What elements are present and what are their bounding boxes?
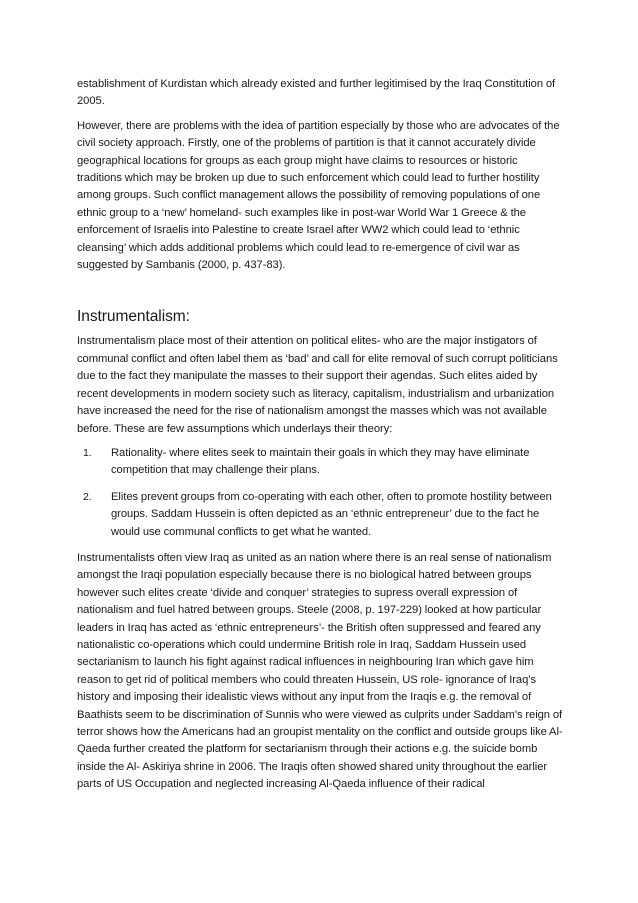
list-item-number: 1. [83,446,92,459]
list-item-text: Rationality- where elites seek to maintain their goals in which they may have eliminate competition that may challenge their plans. [111,446,530,477]
list-item-number: 2. [83,490,92,503]
list-item [77,489,564,541]
section-heading-instrumentalism: Instrumentalism: [77,308,190,326]
assumptions-list [77,445,564,541]
list-item [77,445,564,480]
paragraph-kurdistan-continuation: establishment of Kurdistan which already existed and further legitimised by the Iraq Constitution of 2005. [77,78,556,108]
page-content [77,76,564,801]
paragraph-partition-problems: However, there are problems with the idea of partition especially by those who are advocates of the civil society approach. Firstly, one of the problems of partition is that it cannot accurately divide geographical locations for groups as each group might have claims to resources or historic traditions which may be broken up due to such enforcement which could lead to further hostility among groups. Such conflict management allows the possibility of removing populations of one ethnic group to a ‘new’ homeland- such examples like in post-war World War 1 Greece & the enforcement of Israelis into Palestine to create Israel after WW2 which could lead to ‘ethnic cleansing’ which adds additional problems which could lead to re-emergence of civil war as suggested by Sambanis (2000, p. 437-83). [77,119,560,272]
list-item-text: Elites prevent groups from co-operating with each other, often to promote hostility between groups. Saddam Hussein is often depicted as an ‘ethnic entrepreneur’ due to the fact he would use communal conflicts to get what he wanted. [111,490,552,538]
paragraph-instrumentalists-view-iraq: Instrumentalists often view Iraq as united as an nation where there is an real sense of nationalism amongst the Iraqi population especially because there is no biological hatred between groups however such elites create ‘divide and conquer’ strategies to supress overall expression of nationalism and fuel hatred between groups. Steele (2008, p. 197-229) looked at how particular leaders in Iraq has acted as ‘ethnic entrepreneurs’- the British often suppressed and feared any nationalistic co-operations which could undermine British role in Iraq, Saddam Hussein used sectarianism to launch his fight against radical influences in neighbouring Iran which gave him reason to get rid of political members who could threaten Hussein, US role- ignorance of Iraq’s history and imposing their idealistic views without any input from the Iraqis e.g. the removal of Baathists seem to be discrimination of Sunnis who were viewed as culprits under Saddam’s reign of terror shows how the Americans had an groupist mentality on the conflict and outside groups like Al-Qaeda further created the platform for sectarianism through their actions e.g. the suicide bomb inside the Al- Askiriya shrine in 2006. The Iraqis often showed shared unity throughout the earlier parts of US Occupation and neglected increasing Al-Qaeda influence of their radical [77,551,563,791]
paragraph-instrumentalism-intro: Instrumentalism place most of their attention on political elites- who are the major instigators of communal conflict and often label them as ‘bad’ and call for elite removal of such corrupt politicians due to the fact they manipulate the masses to their support their agendas. Such elites aided by recent developments in modern society such as literacy, capitalism, industrialism and urbanization have increased the need for the rise of nationalism amongst the masses which was not available before. These are few assumptions which underlays their theory: [77,335,558,435]
